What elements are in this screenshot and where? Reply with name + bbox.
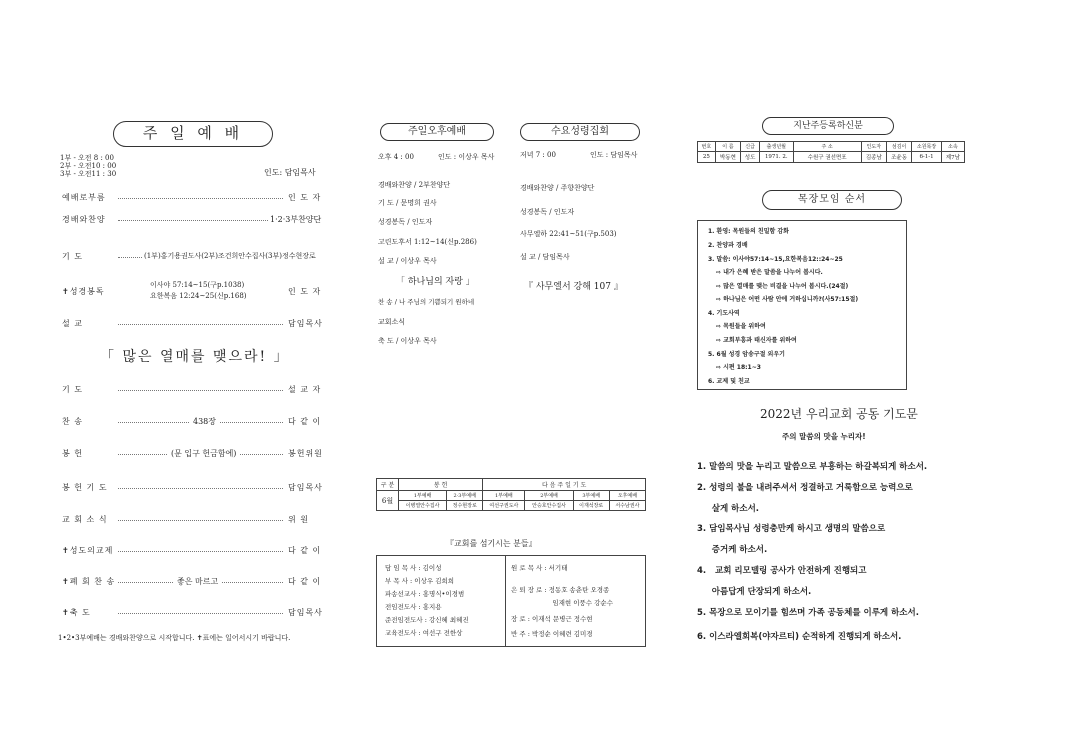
table-cell: 6-1-1: [912, 152, 941, 163]
servant-line: 은 퇴 장 로 : 정동호 송춘탄 오경종: [511, 586, 610, 594]
mokjang-title-text: 목장모임 순서: [797, 194, 867, 205]
order-label: ✝성경봉독: [62, 287, 105, 296]
wednesday-title-text: 수요성령집회: [551, 126, 609, 137]
leader-dots: [118, 257, 142, 258]
wednesday-item: 경배와찬양 / 주향찬양단: [520, 184, 595, 192]
order-right: 담임목사: [288, 319, 323, 328]
afternoon-item: 기 도 / 문명희 권사: [378, 199, 437, 207]
order-label: 기 도: [62, 252, 83, 261]
order-right: 봉헌위원: [288, 449, 323, 458]
order-mid: 438장: [190, 416, 219, 427]
mokjang-line: ⇨ 시편 18:1~3: [716, 364, 761, 371]
table-cell: 이병열안수집사: [399, 501, 447, 511]
newcomer-title: [762, 117, 894, 135]
afternoon-item: 경배와찬양 / 2부찬양단: [378, 181, 451, 189]
servant-line: 임재현 이풍수 강순수: [511, 599, 613, 607]
mokjang-line: ⇨ 많은 열매를 맺는 비결을 나누어 봅시다.(24절): [716, 283, 849, 290]
sub-header: 1부예배: [399, 491, 447, 501]
leader-dots: [118, 613, 283, 614]
order-label: 예배로부름: [62, 193, 106, 202]
footnote: 1•2•3부예배는 경배와찬양으로 시작합니다. ✝표에는 일어서시기 바랍니다.: [58, 634, 291, 642]
th: 신급: [741, 142, 760, 152]
worship-title-text: 주 일 예 배: [142, 124, 244, 142]
th-next: 다 음 주 일 기 도: [483, 479, 646, 491]
th: 번호: [698, 142, 716, 152]
afternoon-title-text: 주일오후예배: [408, 126, 466, 137]
newcomer-table: [697, 141, 965, 163]
order-right: 1·2·3부찬양단: [270, 215, 322, 224]
newcomer-title-text: 지난주등록하신분: [793, 121, 863, 131]
mokjang-line: 2. 찬양과 경배: [708, 242, 748, 249]
sub-header: 2·3부예배: [447, 491, 483, 501]
afternoon-item: 설 교 / 이상우 목사: [378, 257, 437, 265]
servant-line: 반 주 : 박정순 이혜련 김미경: [511, 630, 593, 638]
th: 소원목장: [912, 142, 941, 152]
servants-divider: [505, 556, 506, 646]
th-gubun: 구 분: [377, 479, 399, 491]
wednesday-item: 설 교 / 담임목사: [520, 253, 570, 261]
order-right: 인 도 자: [288, 287, 322, 296]
wednesday-scripture: 사무엘하 22:41~51(구p.503): [520, 230, 617, 238]
order-right: 다 같 이: [288, 577, 322, 586]
afternoon-item: 축 도 / 이상우 목사: [378, 337, 437, 345]
afternoon-item: 교회소식: [378, 318, 406, 326]
servant-line: 부 목 사 : 이상우 김희희: [385, 577, 455, 585]
wednesday-item: 성경봉독 / 인도자: [520, 208, 575, 216]
afternoon-time: 오후 4 : 00: [378, 153, 414, 161]
th: 인도자: [861, 142, 886, 152]
order-right: 다 같 이: [288, 417, 322, 426]
afternoon-item: 찬 송 / 나 주님의 기쁨되기 원하네: [378, 298, 475, 306]
th: 주 소: [793, 142, 861, 152]
leader-dots: [118, 551, 283, 552]
table-cell: 조윤동: [886, 152, 911, 163]
servant-line: 담 임 목 사 : 김이성: [385, 564, 442, 572]
leader-dots: [118, 324, 283, 325]
mokjang-title: [762, 190, 902, 210]
order-label: 기 도: [62, 385, 83, 394]
servant-line: 원 로 목 사 : 서기태: [511, 564, 568, 572]
order-label: ✝축 도: [62, 608, 91, 617]
wednesday-title: [520, 123, 640, 141]
servant-line: 준전임전도사 : 강신혜 최혜진: [385, 616, 469, 624]
time-2: 2부 - 오전10 : 00: [60, 162, 117, 170]
mokjang-box: [697, 220, 907, 390]
offering-table: [376, 478, 646, 511]
order-label: 교 회 소 식: [62, 515, 108, 524]
order-label: 경배와찬양: [62, 215, 106, 224]
table-cell: 박동현: [715, 152, 740, 163]
servant-line: 파송선교사 : 홍명식•이경범: [385, 590, 465, 598]
table-cell: 25: [698, 152, 716, 163]
month-cell: 6월: [377, 491, 399, 511]
sub-header: 2부예배: [525, 491, 573, 501]
table-cell: 여선구권도사: [483, 501, 525, 511]
prayer-subtitle: 주의 말씀의 맛을 누리자!: [782, 432, 866, 441]
order-label: 봉 헌 기 도: [62, 483, 108, 492]
order-label: ✝폐 회 찬 송: [62, 577, 116, 586]
table-cell: 1971. 2.: [760, 152, 794, 163]
mokjang-line: 6. 교제 및 친교: [708, 378, 750, 385]
table-cell: 성도: [741, 152, 760, 163]
th: 이 름: [715, 142, 740, 152]
leader-dots: [118, 220, 268, 221]
mokjang-line: ⇨ 내가 은혜 받은 말씀을 나누어 봅시다.: [716, 269, 823, 276]
time-1: 1부 - 오전 8 : 00: [60, 154, 114, 162]
wednesday-leader: 인도 : 담임목사: [590, 151, 638, 159]
sermon-title: 「 많은 열매를 맺으라! 」: [100, 349, 290, 365]
order-right: 위 원: [288, 515, 309, 524]
sub-header: 오후예배: [609, 491, 645, 501]
sub-header: 3부예배: [573, 491, 609, 501]
prayer-line: 2. 성령의 불을 내려주셔서 정결하고 거룩함으로 능력으로: [697, 483, 913, 493]
servant-line: 교육전도사 : 여선구 전한상: [385, 629, 463, 637]
order-mid: (문 입구 헌금함에): [168, 448, 239, 459]
prayer-line: 4. 교회 리모델링 공사가 안전하게 진행되고: [697, 566, 867, 576]
servant-line: 전임전도사 : 홍지용: [385, 603, 442, 611]
servant-line: 장 로 : 이재석 문병근 정수현: [511, 615, 593, 623]
afternoon-title: [380, 123, 494, 141]
order-right: 담임목사: [288, 608, 323, 617]
th-bonghun: 봉 헌: [399, 479, 483, 491]
mokjang-line: 1. 환영: 목원들의 친밀함 감화: [708, 228, 789, 235]
table-cell: 이재석장로: [573, 501, 609, 511]
order-block-1: [0, 0, 335, 340]
afternoon-scripture: 고린도후서 1:12~14(신p.286): [378, 238, 477, 246]
mokjang-line: 5. 6월 성경 암송구절 외우기: [708, 351, 785, 358]
table-cell: 안승호안수집사: [525, 501, 573, 511]
order-right: 인 도 자: [288, 193, 322, 202]
leader-dots: [118, 488, 283, 489]
mokjang-line: ⇨ 하나님은 어떤 사람 안에 거하십니까?(사57:15절): [716, 296, 859, 303]
wednesday-time: 저녁 7 : 00: [520, 151, 556, 159]
prayer-line: 3. 담임목사님 성령충만케 하시고 생명의 말씀으로: [697, 524, 886, 534]
order-mid: 좋은 마르고: [174, 576, 221, 587]
leader-dots: [118, 390, 283, 391]
th: 소속: [941, 142, 964, 152]
worship-leader: 인도: 담임목사: [264, 168, 316, 177]
wednesday-sermon: 『 사무엘서 강해 107 』: [524, 282, 623, 292]
leader-dots: [118, 520, 283, 521]
order-right: 다 같 이: [288, 546, 322, 555]
prayer-line: 살게 하소서.: [697, 504, 760, 514]
servants-title: 『교회를 섬기시는 분들』: [446, 539, 537, 548]
order-mid: 이사야 57:14~15(구p.1038) 요한복음 12:24~25(신p.168): [150, 281, 247, 300]
afternoon-leader: 인도 : 이상우 목사: [438, 153, 495, 161]
table-cell: 김종남: [861, 152, 886, 163]
afternoon-item: 성경봉독 / 인도자: [378, 218, 433, 226]
mokjang-line: 3. 말씀: 이사야57:14~15,요한복음12::24~25: [708, 256, 843, 263]
th: 섬김이: [886, 142, 911, 152]
table-cell: 수원구 권선면포: [793, 152, 861, 163]
table-cell: 정수현장로: [447, 501, 483, 511]
th: 출생년월: [760, 142, 794, 152]
order-right: 담임목사: [288, 483, 323, 492]
order-label: 찬 송: [62, 417, 83, 426]
order-label: ✝성도의교제: [62, 546, 114, 555]
leader-dots: [118, 198, 283, 199]
order-mid: (1부)홍기용권도사(2부)조건희안수집사(3부)정수현장로: [144, 252, 316, 260]
prayer-line: 1. 말씀의 맛을 누리고 말씀으로 부흥하는 하갈복되게 하소서.: [697, 462, 928, 472]
mokjang-line: ⇨ 목원들을 위하여: [716, 323, 766, 330]
prayer-title: 2022년 우리교회 공동 기도문: [760, 407, 918, 421]
sub-header: 1부예배: [483, 491, 525, 501]
table-cell: 서수남권사: [609, 501, 645, 511]
mokjang-line: ⇨ 교회부흥과 태신자를 위하여: [716, 337, 797, 344]
time-3: 3부 - 오전11 : 30: [60, 170, 117, 178]
order-label: 봉 헌: [62, 449, 83, 458]
afternoon-sermon: 「 하나님의 자랑 」: [396, 277, 475, 287]
prayer-line: 증거케 하소서.: [697, 545, 768, 555]
prayer-line: 6. 이스라엘회복(야자르티) 순적하게 진행되게 하소서.: [697, 632, 902, 642]
mokjang-line: 4. 기도사역: [708, 310, 740, 317]
order-right: 설 교 자: [288, 385, 322, 394]
prayer-line: 아름답게 단장되게 하소서.: [697, 587, 812, 597]
order-label: 설 교: [62, 319, 83, 328]
prayer-line: 5. 목장으로 모이기를 힘쓰며 가족 공동체를 이루게 하소서.: [697, 608, 919, 618]
servants-box: [376, 555, 646, 647]
table-cell: 제7남: [941, 152, 964, 163]
